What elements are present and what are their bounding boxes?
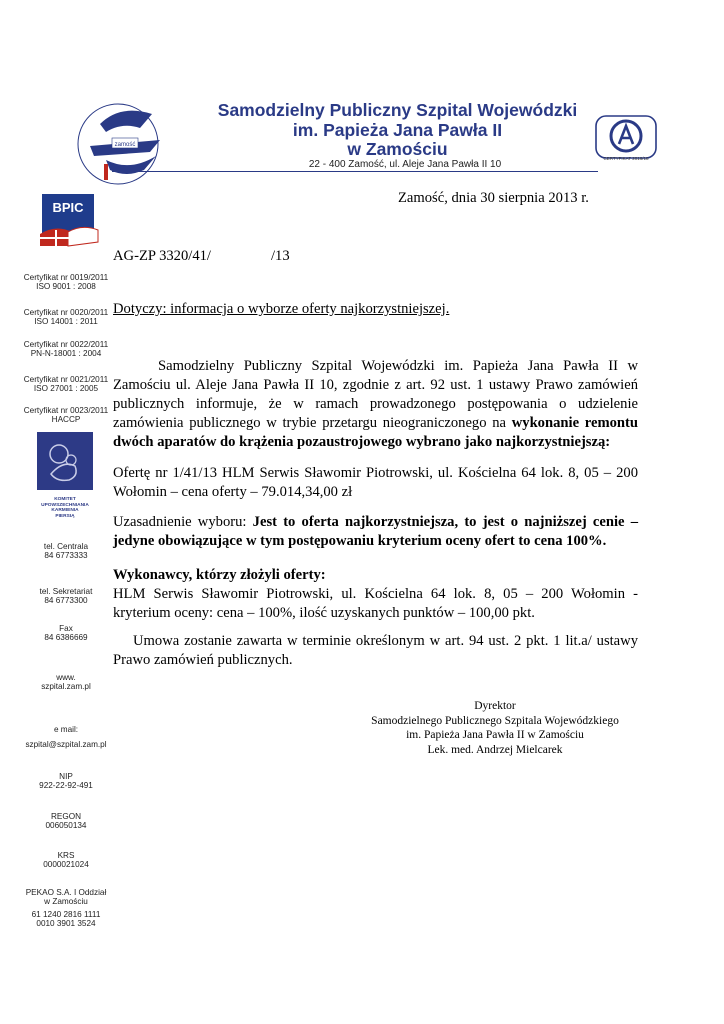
cert-iso14001 xyxy=(18,308,114,327)
contact-tel-sekretariat xyxy=(18,587,114,606)
contact-value: 84 6386669 xyxy=(44,633,88,643)
reference-suffix: /13 xyxy=(270,248,290,264)
contact-value: szpital.zam.pl xyxy=(41,682,91,692)
contact-value: 84 6773300 xyxy=(44,596,88,606)
contact-fax xyxy=(18,624,114,643)
contact-label: www. xyxy=(56,673,76,682)
bpic-label: BPIC xyxy=(52,200,84,215)
cert-number: Certyfikat nr 0020/2011 xyxy=(23,308,109,317)
justification xyxy=(113,513,638,551)
bank-branch: w Zamościu xyxy=(44,897,88,907)
cert-pn-n-18001 xyxy=(18,340,114,359)
contact-tel-centrala xyxy=(18,542,114,561)
contractors-section xyxy=(113,566,638,623)
contact-value: 84 6773333 xyxy=(44,551,88,561)
cert-iso9001 xyxy=(18,273,114,292)
cert-number: Certyfikat nr 0019/2011 xyxy=(23,273,109,282)
reference-number xyxy=(113,247,290,266)
contact-nip xyxy=(18,772,114,791)
signature-title: Dyrektor xyxy=(474,700,516,712)
cert-standard: ISO 9001 : 2008 xyxy=(36,282,96,292)
contact-regon xyxy=(18,812,114,831)
justification-label: Uzasadnienie wyboru: xyxy=(113,514,253,530)
contact-label: tel. Sekretariat xyxy=(39,587,93,596)
komitet-line2: UPOWSZECHNIANIA xyxy=(41,502,89,508)
contact-value: 922-22-92-491 xyxy=(39,781,93,791)
subject-line: Dotyczy: informacja o wyborze oferty najkorzystniejszej. xyxy=(113,301,450,317)
logo-text: zamość xyxy=(114,142,136,148)
contractors-text: HLM Serwis Sławomir Piotrowski, ul. Kościelna 64 lok. 8, 05 – 200 Wołomin - kryterium oceny: cena – 100%, ilość uzyskanych punktów – 100,00 pkt. xyxy=(113,586,638,621)
hospital-logo xyxy=(60,94,180,194)
contact-label: Fax xyxy=(59,624,73,633)
contact-label: KRS xyxy=(57,851,75,860)
contact-krs xyxy=(18,851,114,870)
quality-cert-caption: CERTYFIKAT 2016/18 xyxy=(603,156,649,161)
signature-name: Lek. med. Andrzej Mielcarek xyxy=(427,743,563,756)
contact-email xyxy=(18,725,114,750)
paragraph-intro xyxy=(113,357,638,452)
signature-block xyxy=(340,699,650,757)
cert-number: Certyfikat nr 0022/2011 xyxy=(23,340,109,349)
cert-standard: PN-N-18001 : 2004 xyxy=(30,349,102,359)
hospital-name-line3: w Zamościu xyxy=(347,139,448,159)
komitet-logo xyxy=(33,430,97,519)
signature-institution-2: im. Papieża Jana Pawła II w Zamościu xyxy=(406,729,584,741)
cert-standard: ISO 27001 : 2005 xyxy=(33,384,99,394)
cert-standard: HACCP xyxy=(51,415,81,425)
cert-number: Certyfikat nr 0021/2011 xyxy=(23,375,109,384)
hospital-name-line1: Samodzielny Publiczny Szpital Wojewódzki xyxy=(217,100,578,120)
signature-institution: Samodzielnego Publicznego Szpitala Wojewódzkiego xyxy=(371,714,619,727)
hospital-name-line2: im. Papieża Jana Pawła II xyxy=(292,120,503,140)
contract-note: Umowa zostanie zawarta w terminie określonym w art. 94 ust. 2 pkt. 1 lit.a/ ustawy Prawo zamówień publicznych. xyxy=(113,633,638,668)
contractors-heading: Wykonawcy, którzy złożyli oferty: xyxy=(113,567,326,583)
header-divider xyxy=(112,171,598,172)
bank-info xyxy=(18,888,114,929)
komitet-line4: PIERSIĄ xyxy=(55,513,75,519)
contact-label: e mail: xyxy=(53,725,79,734)
cert-haccp xyxy=(18,406,114,425)
intro-text: Samodzielny Publiczny Szpital Wojewódzki im. Papieża Jana Pawła II w Zamościu ul. Aleje Jana Pawła II 10, zgodnie z art. 92 ust. 1 ustawy Prawo zamówień publicznych informuje, że w ramach prowadzonego postępowania o udzielenie zamówienia publicznego w trybie przetargu nieograniczonego na xyxy=(113,358,638,431)
contact-label: REGON xyxy=(50,812,82,821)
bank-account-1: 61 1240 2816 1111 xyxy=(31,909,101,919)
contact-label: NIP xyxy=(59,772,73,781)
justification-text: Jest to oferta najkorzystniejsza, to jest o najniższej cenie – jedyne obowiązujące w tym postępowaniu kryterium oceny ofert to cena 100%. xyxy=(113,514,639,549)
bpic-logo xyxy=(38,190,100,248)
selected-offer: Ofertę nr 1/41/13 HLM Serwis Sławomir Piotrowski, ul. Kościelna 64 lok. 8, 05 – 200 Wołomin – cena oferty – 79.014,34,00 zł xyxy=(113,465,638,500)
reference-prefix: AG-ZP 3320/41/ xyxy=(113,248,211,264)
contact-label: tel. Centrala xyxy=(43,542,89,551)
intro-bold-text: wykonanie remontu dwóch aparatów do krążenia pozaustrojowego wybrano jako najkorzystniejszą: xyxy=(113,415,638,450)
place-date: Zamość, dnia 30 sierpnia 2013 r. xyxy=(398,190,589,206)
bank-name: PEKAO S.A. I Oddział xyxy=(25,888,107,897)
komitet-line1: KOMITET xyxy=(54,497,76,502)
cert-standard: ISO 14001 : 2011 xyxy=(34,317,98,327)
contact-value: 006050134 xyxy=(45,821,87,831)
cert-number: Certyfikat nr 0023/2011 xyxy=(23,406,109,415)
komitet-line3: KARMIENIA xyxy=(51,508,79,514)
contact-www xyxy=(18,673,114,692)
contact-value: szpital@szpital.zam.pl xyxy=(25,740,107,750)
quality-cert-logo xyxy=(594,114,658,160)
hospital-address: 22 - 400 Zamość, ul. Aleje Jana Pawła II 10 xyxy=(308,159,502,170)
bank-account-2: 0010 3901 3524 xyxy=(36,919,96,929)
contact-value: 0000021024 xyxy=(43,860,89,870)
cert-iso27001 xyxy=(18,375,114,394)
